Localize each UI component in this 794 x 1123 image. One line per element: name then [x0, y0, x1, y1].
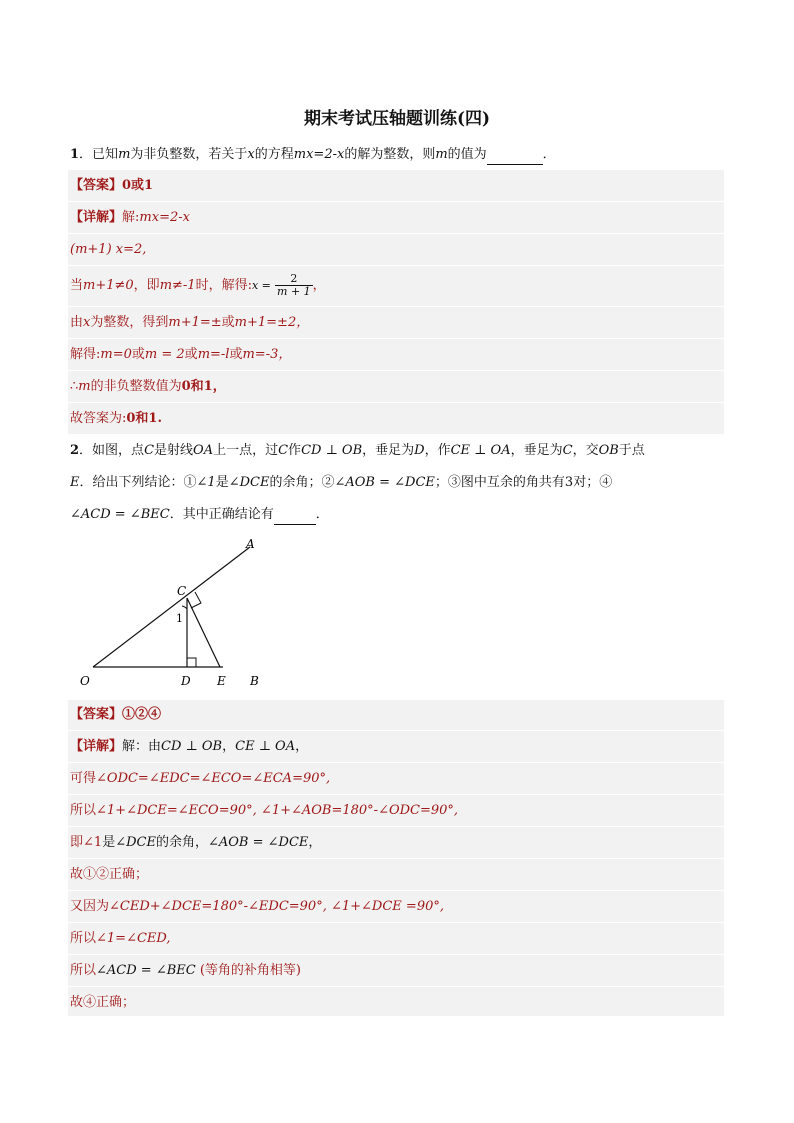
answer-2-line: 【答案】①②④ [70, 707, 162, 722]
answer-1-line: 【答案】0或1 [70, 178, 154, 193]
right-angle-c [191, 592, 201, 608]
detail-2-line-3: 所以∠1+∠DCE=∠ECO=90°, ∠1+∠AOB=180°-∠ODC=90°, [70, 803, 459, 818]
fraction: $\frac{2}{m + 1}$ [277, 272, 311, 298]
angle-1-arc [182, 606, 187, 609]
label-e: E [217, 674, 226, 688]
geometry-figure [70, 533, 290, 693]
detail-2-line-2: 可得∠ODC=∠EDC=∠ECO=∠ECA=90°, [70, 771, 331, 786]
detail-1-line-4: 由x为整数，得到m+1=±或m+1=±2， [70, 315, 310, 330]
question-2-line-1: 2．如图，点C是射线OA上一点，过C作CD ⊥ OB，垂足为D，作CE ⊥ OA，垂足为C，交OB于点 [70, 443, 645, 458]
label-b: B [250, 674, 259, 688]
right-angle-d [187, 658, 196, 667]
label-d: D [181, 674, 191, 688]
answer-blank [274, 506, 316, 525]
detail-1-line-6: ∴m的非负整数值为0和1， [70, 379, 226, 394]
detail-1-line-2: (m+1) x=2, [70, 242, 147, 257]
ray-oa [93, 547, 250, 667]
detail-2-line-1: 【详解】解：由CD ⊥ OB，CE ⊥ OA， [70, 739, 309, 754]
detail-2-line-8: 所以∠ACD = ∠BEC (等角的补角相等) [70, 963, 302, 978]
detail-2-line-5: 故①②正确； [70, 867, 149, 882]
detail-2-line-7: 所以∠1=∠CED, [70, 931, 171, 946]
question-2-line-3: ∠ACD = ∠BEC．其中正确结论有 ． [70, 506, 724, 525]
detail-2-line-9: 故④正确； [70, 995, 136, 1010]
detail-1-line-5: 解得:m=0或m = 2或m=-l或m=-3， [70, 347, 292, 362]
question-1: 1．已知m为非负整数，若关于x的方程mx=2-x的解为整数，则m的值为 ． [70, 146, 724, 165]
detail-1-line-1: 【详解】解:mx=2-x [70, 210, 190, 225]
answer-blank [487, 146, 543, 165]
label-a: A [246, 537, 255, 551]
label-o: O [80, 674, 90, 688]
label-c: C [177, 584, 187, 598]
detail-2-line-4: 即∠1是∠DCE的余角，∠AOB = ∠DCE， [70, 835, 322, 850]
detail-1-line-3: 当m+1≠0，即m≠-1时，解得:x = $\frac{2}{m + 1}$ ， [70, 272, 326, 298]
question-2-line-2: E．给出下列结论：①∠1是∠DCE的余角；②∠AOB = ∠DCE；③图中互余的角共有3对；④ [70, 475, 613, 490]
segment-ce [187, 598, 220, 667]
page-title: 期末考试压轴题训练(四) [303, 109, 491, 129]
detail-1-line-7: 故答案为:0和1. [70, 411, 163, 426]
detail-2-line-6: 又因为∠CED+∠DCE=180°-∠EDC=90°, ∠1+∠DCE =90°, [70, 899, 444, 914]
label-1: 1 [176, 612, 183, 625]
